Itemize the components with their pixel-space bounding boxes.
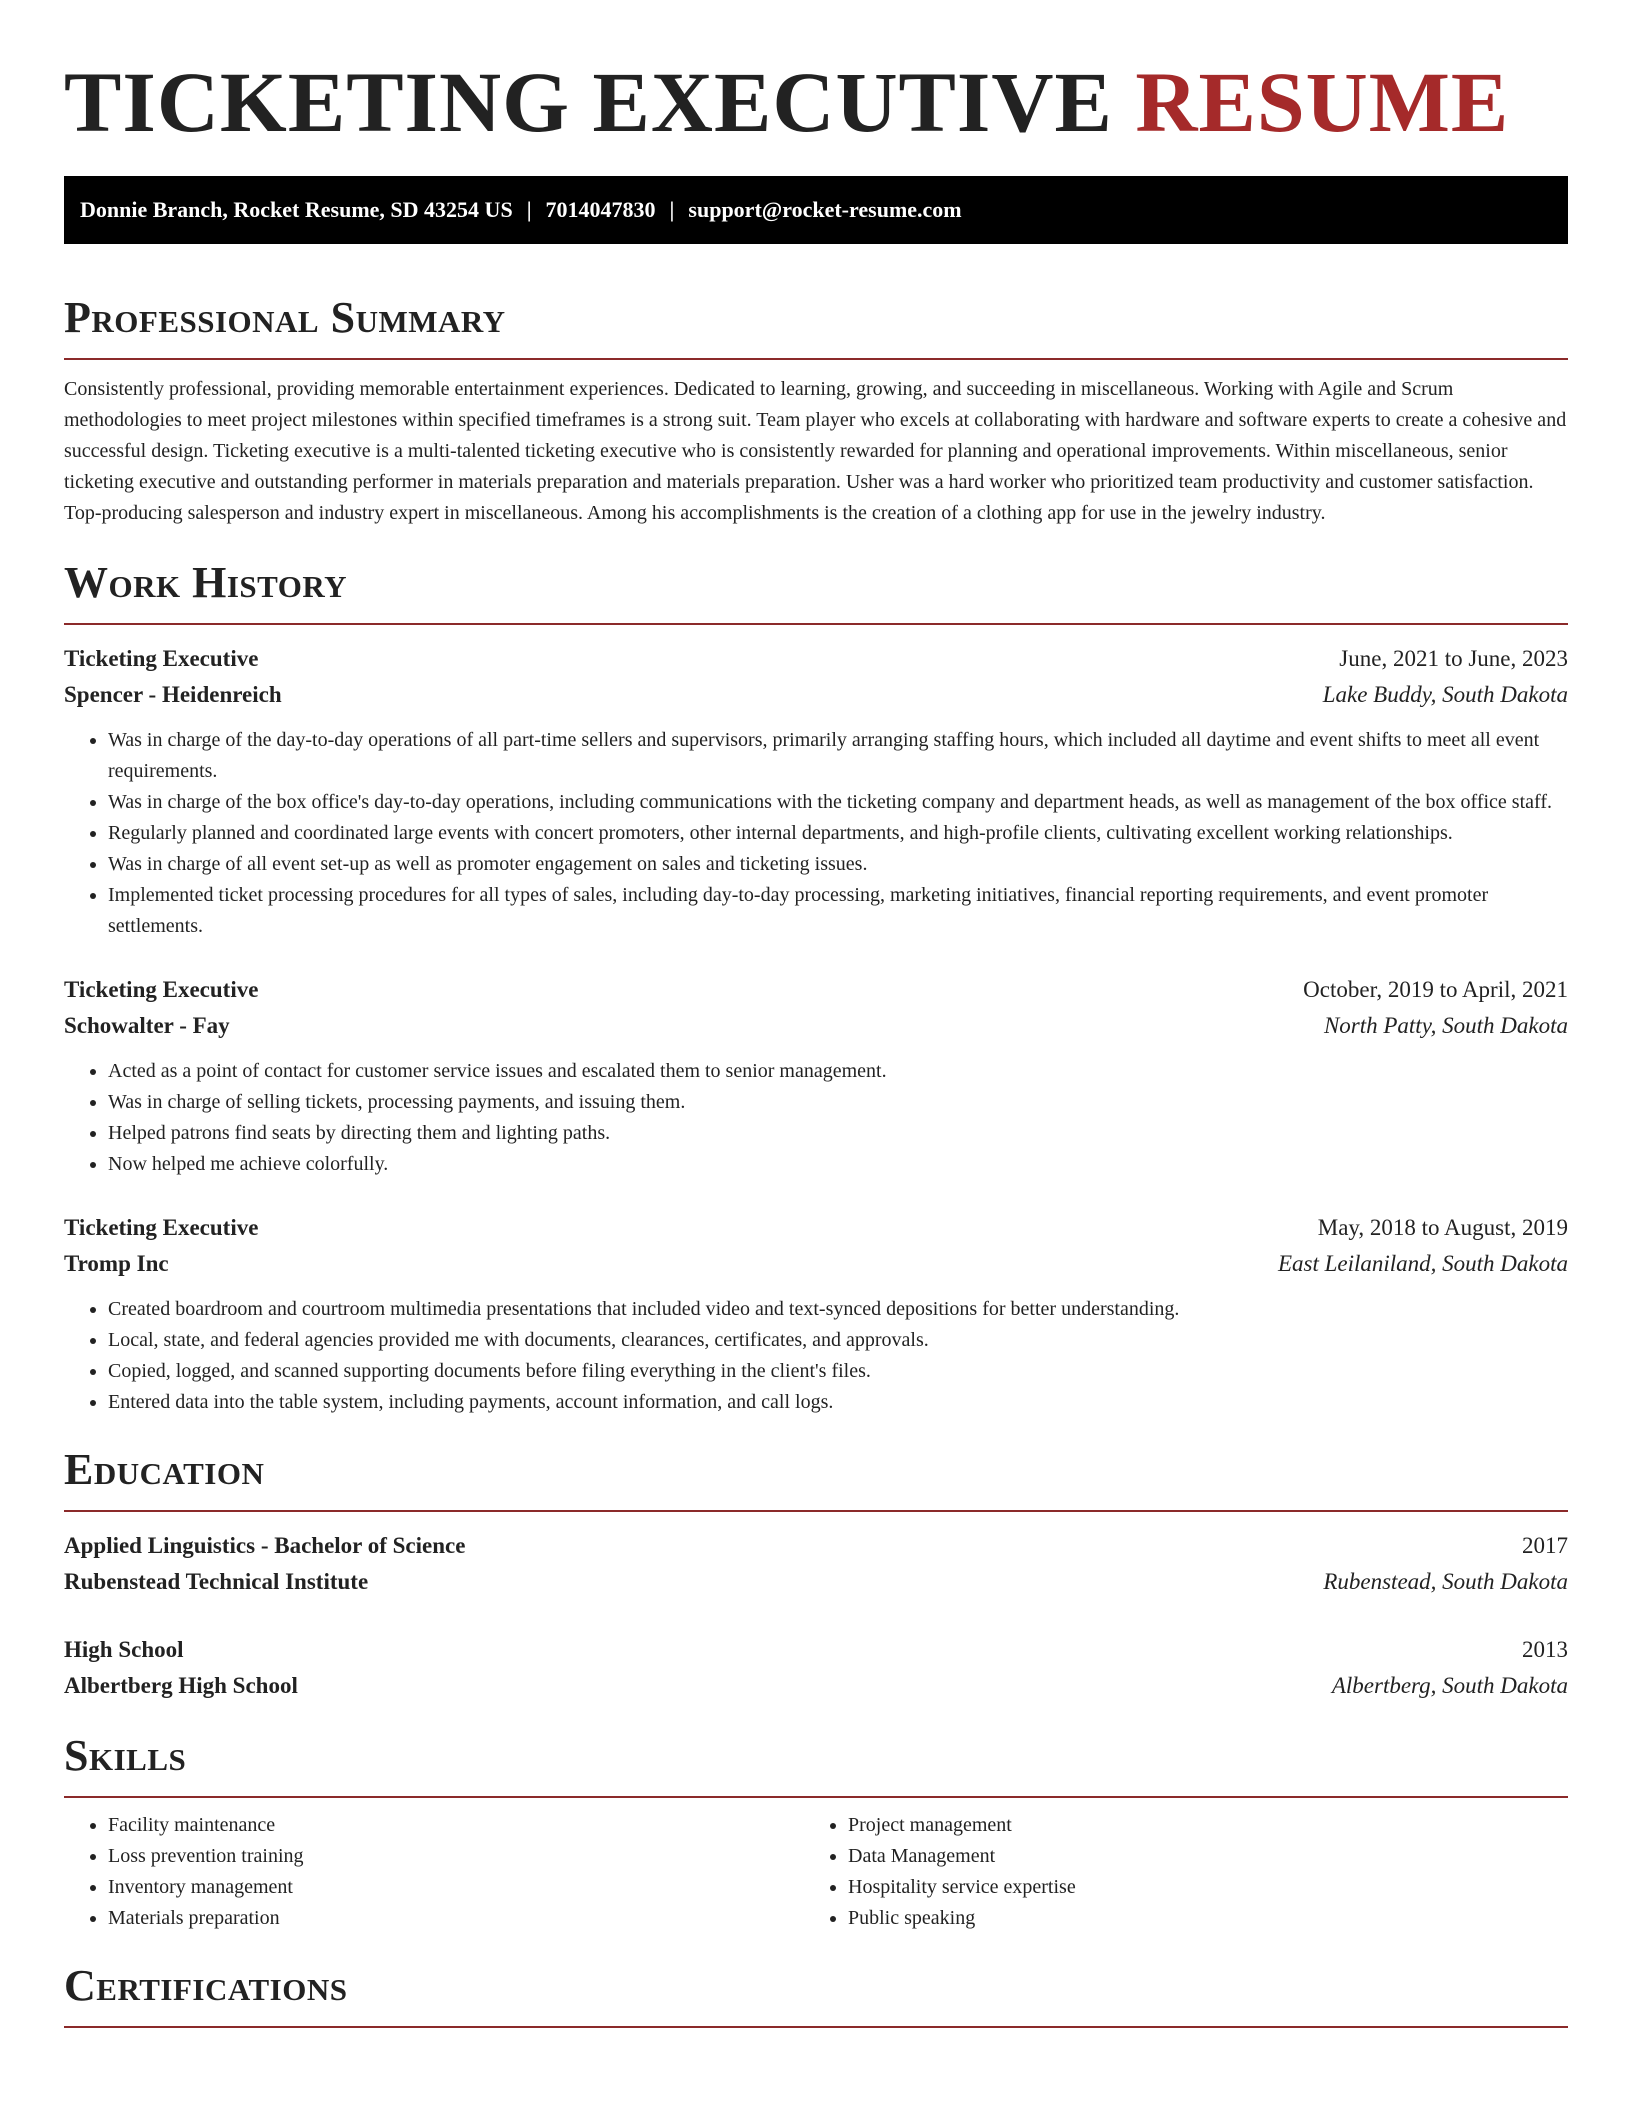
work-history-heading: Work History <box>64 558 348 607</box>
education-year: 2013 <box>1522 1637 1568 1662</box>
education-school: Albertberg High School <box>64 1673 298 1698</box>
job-title: Ticketing Executive <box>64 1215 259 1240</box>
education-degree: Applied Linguistics - Bachelor of Science <box>64 1533 466 1558</box>
education-year: 2017 <box>1522 1533 1568 1558</box>
list-item: • Local, state, and federal agencies provided me with documents, clearances, certificates, and approvals. <box>108 1325 1568 1356</box>
list-item: • Acted as a point of contact for customer service issues and escalated them to senior management. <box>108 1056 1568 1087</box>
education-school: Rubenstead Technical Institute <box>64 1569 369 1594</box>
section-divider <box>64 358 1568 360</box>
education-school-row <box>64 1564 1568 1600</box>
job-company: Tromp Inc <box>64 1251 169 1276</box>
list-item: • Entered data into the table system, including payments, account information, and call logs. <box>108 1387 1568 1418</box>
section-divider <box>64 2026 1568 2028</box>
page-title <box>64 0 1568 152</box>
job-header-row <box>64 641 1568 677</box>
list-item: • Loss prevention training <box>108 1841 804 1872</box>
job-entry <box>64 1210 1568 1418</box>
list-item: • Hospitality service expertise <box>848 1872 1544 1903</box>
education-location: Albertberg, South Dakota <box>1331 1673 1568 1698</box>
skills-heading: Skills <box>64 1731 187 1780</box>
job-company-row <box>64 1246 1568 1282</box>
contact-separator: | <box>669 197 675 222</box>
contact-email: support@rocket-resume.com <box>688 197 962 222</box>
list-item: • Inventory management <box>108 1872 804 1903</box>
education-entry <box>64 1528 1568 1600</box>
list-item: • Was in charge of the day-to-day operations of all part-time sellers and supervisors, primarily arranging staffing hours, which included all daytime and event shifts to meet all event requirements. <box>108 725 1568 787</box>
section-divider <box>64 1796 1568 1798</box>
education-school-row <box>64 1668 1568 1704</box>
summary-heading: Professional Summary <box>64 293 506 342</box>
contact-address: Donnie Branch, Rocket Resume, SD 43254 US <box>80 197 513 222</box>
job-entry <box>64 972 1568 1180</box>
education-entry <box>64 1632 1568 1704</box>
list-item: • Materials preparation <box>108 1903 804 1934</box>
list-item: • Helped patrons find seats by directing them and lighting paths. <box>108 1118 1568 1149</box>
contact-bar <box>64 176 1568 244</box>
job-entry <box>64 641 1568 942</box>
job-dates: June, 2021 to June, 2023 <box>1339 646 1568 671</box>
job-company-row <box>64 1008 1568 1044</box>
job-location: Lake Buddy, South Dakota <box>1322 682 1568 707</box>
list-item: • Was in charge of the box office's day-to-day operations, including communications with the ticketing company and department heads, as well as management of the box office staff. <box>108 787 1568 818</box>
job-company: Schowalter - Fay <box>64 1013 230 1038</box>
job-header-row <box>64 1210 1568 1246</box>
job-dates: October, 2019 to April, 2021 <box>1303 977 1568 1002</box>
resume-page <box>64 0 1568 2028</box>
list-item: • Regularly planned and coordinated large events with concert promoters, other internal departments, and high-profile clients, cultivating excellent working relationships. <box>108 818 1568 849</box>
education-heading: Education <box>64 1445 265 1494</box>
section-divider <box>64 623 1568 625</box>
list-item: • Now helped me achieve colorfully. <box>108 1149 1568 1180</box>
job-dates: May, 2018 to August, 2019 <box>1317 1215 1568 1240</box>
list-item: • Data Management <box>848 1841 1544 1872</box>
list-item: • Implemented ticket processing procedures for all types of sales, including day-to-day processing, marketing initiatives, financial reporting requirements, and event promoter settlements. <box>108 880 1568 942</box>
job-bullets <box>64 1056 1568 1180</box>
section-divider <box>64 1510 1568 1512</box>
list-item: • Was in charge of selling tickets, processing payments, and issuing them. <box>108 1087 1568 1118</box>
list-item: • Copied, logged, and scanned supporting documents before filing everything in the client's files. <box>108 1356 1568 1387</box>
job-header-row <box>64 972 1568 1008</box>
education-section <box>64 1444 1568 1704</box>
skills-list-left <box>64 1810 804 1934</box>
list-item: • Was in charge of all event set-up as well as promoter engagement on sales and ticketing issues. <box>108 849 1568 880</box>
list-item: • Public speaking <box>848 1903 1544 1934</box>
job-company: Spencer - Heidenreich <box>64 682 282 707</box>
education-location: Rubenstead, South Dakota <box>1323 1569 1568 1594</box>
list-item: • Created boardroom and courtroom multimedia presentations that included video and text-synced depositions for better understanding. <box>108 1294 1568 1325</box>
list-item: • Facility maintenance <box>108 1810 804 1841</box>
job-bullets <box>64 1294 1568 1418</box>
title-accent: RESUME <box>1135 54 1510 150</box>
skills-list-right <box>804 1810 1544 1934</box>
summary-section <box>64 292 1568 529</box>
work-history-section <box>64 557 1568 1418</box>
summary-text: Consistently professional, providing memorable entertainment experiences. Dedicated to learning, growing, and succeeding in miscellaneous. Working with Agile and Scrum methodologies to meet project milestones within specified timeframes is a strong suit. Team player who excels at collaborating with hardware and software experts to create a cohesive and successful design. Ticketing executive is a multi-talented ticketing executive who is consistently rewarded for planning and operational improvements. Within miscellaneous, senior ticketing executive and outstanding performer in materials preparation and materials preparation. Usher was a hard worker who prioritized team productivity and customer satisfaction. Top-producing salesperson and industry expert in miscellaneous. Among his accomplishments is the creation of a clothing app for use in the jewelry industry. <box>64 378 1567 524</box>
skills-section <box>64 1730 1568 1934</box>
job-company-row <box>64 677 1568 713</box>
certifications-section <box>64 1960 1568 2028</box>
education-header-row <box>64 1528 1568 1564</box>
job-title: Ticketing Executive <box>64 646 259 671</box>
job-location: East Leilaniland, South Dakota <box>1277 1251 1568 1276</box>
education-degree: High School <box>64 1637 184 1662</box>
title-main: TICKETING EXECUTIVE <box>64 54 1113 150</box>
list-item: • Project management <box>848 1810 1544 1841</box>
skills-columns <box>64 1810 1568 1934</box>
contact-phone: 7014047830 <box>545 197 656 222</box>
contact-separator: | <box>526 197 532 222</box>
job-title: Ticketing Executive <box>64 977 259 1002</box>
job-bullets <box>64 725 1568 942</box>
job-location: North Patty, South Dakota <box>1323 1013 1568 1038</box>
certifications-heading: Certifications <box>64 1961 348 2010</box>
education-header-row <box>64 1632 1568 1668</box>
